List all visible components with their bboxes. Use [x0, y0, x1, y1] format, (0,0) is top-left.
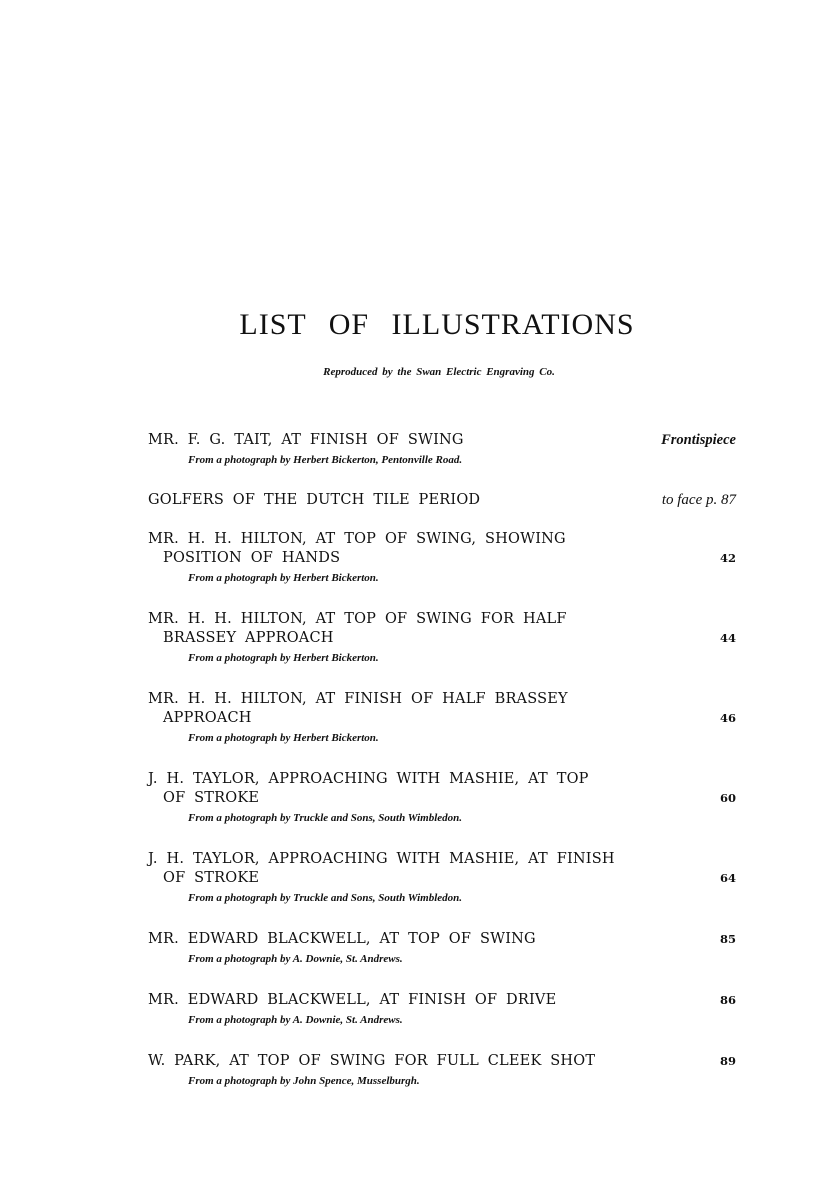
- photo-credit: From a photograph by Herbert Bickerton.: [188, 572, 379, 584]
- entry-title-line: MR. EDWARD BLACKWELL, AT TOP OF SWING: [148, 931, 536, 947]
- photo-credit: From a photograph by Herbert Bickerton.: [188, 732, 379, 744]
- page-reference: 64: [719, 871, 736, 885]
- entry-title-line: POSITION OF HANDS: [163, 550, 341, 566]
- entry-title-line: MR. H. H. HILTON, AT FINISH OF HALF BRASSEY: [148, 691, 568, 707]
- entry-title: [148, 930, 536, 949]
- list-item: [148, 491, 736, 510]
- entry-title-line: MR. H. H. HILTON, AT TOP OF SWING, SHOWING: [148, 531, 566, 547]
- list-item: [148, 930, 736, 967]
- entry-title: [148, 690, 628, 728]
- list-item: [148, 991, 736, 1028]
- page-reference: 42: [719, 551, 736, 565]
- page-reference: 46: [719, 711, 736, 725]
- photo-credit: From a photograph by John Spence, Musselburgh.: [188, 1075, 420, 1087]
- list-item: [148, 610, 736, 666]
- entry-title-line: J. H. TAYLOR, APPROACHING WITH MASHIE, AT FINISH: [148, 851, 615, 867]
- photo-credit: From a photograph by Herbert Bickerton.: [188, 652, 379, 664]
- entry-title: [148, 530, 628, 568]
- photo-credit: From a photograph by A. Downie, St. Andrews.: [188, 953, 403, 965]
- entry-title-line: OF STROKE: [163, 870, 260, 886]
- entry-title: [148, 850, 628, 888]
- entry-title: [148, 431, 464, 450]
- list-item: [148, 530, 736, 586]
- page-reference: 86: [719, 993, 736, 1007]
- entry-title: [148, 610, 628, 648]
- entry-title-line: BRASSEY APPROACH: [163, 630, 334, 646]
- entry-title-line: OF STROKE: [163, 790, 260, 806]
- list-item: [148, 770, 736, 826]
- entry-title-line: W. PARK, AT TOP OF SWING FOR FULL CLEEK SHOT: [148, 1053, 596, 1069]
- entry-title: [148, 770, 628, 808]
- illustrations-list: [148, 431, 736, 1089]
- entry-title: [148, 1052, 595, 1071]
- list-item: [148, 690, 736, 746]
- entry-title: [148, 491, 480, 510]
- photo-credit: From a photograph by A. Downie, St. Andrews.: [188, 1014, 403, 1026]
- page-reference: 89: [719, 1054, 736, 1068]
- page-reference: 85: [719, 932, 736, 946]
- entry-title-line: APPROACH: [163, 710, 252, 726]
- page-reference: 60: [719, 791, 736, 805]
- list-item: [148, 850, 736, 906]
- engraver-credit: Reproduced by the Swan Electric Engraving Co.: [323, 366, 555, 378]
- photo-credit: From a photograph by Truckle and Sons, South Wimbledon.: [188, 892, 463, 904]
- entry-title-line: GOLFERS OF THE DUTCH TILE PERIOD: [148, 492, 481, 508]
- list-item: [148, 431, 736, 468]
- page-reference: Frontispiece: [661, 432, 736, 448]
- entry-title-line: MR. EDWARD BLACKWELL, AT FINISH OF DRIVE: [148, 992, 557, 1008]
- list-item: [148, 1052, 736, 1089]
- page-title: LIST OF ILLUSTRATIONS: [239, 308, 635, 341]
- page-reference: 44: [719, 631, 736, 645]
- entry-title-line: MR. F. G. TAIT, AT FINISH OF SWING: [148, 432, 464, 448]
- page-reference: to face p. 87: [661, 492, 736, 508]
- entry-title: [148, 991, 556, 1010]
- entry-title-line: J. H. TAYLOR, APPROACHING WITH MASHIE, AT TOP: [148, 771, 589, 787]
- entry-title-line: MR. H. H. HILTON, AT TOP OF SWING FOR HALF: [148, 611, 567, 627]
- photo-credit: From a photograph by Herbert Bickerton, Pentonville Road.: [188, 454, 463, 466]
- photo-credit: From a photograph by Truckle and Sons, South Wimbledon.: [188, 812, 463, 824]
